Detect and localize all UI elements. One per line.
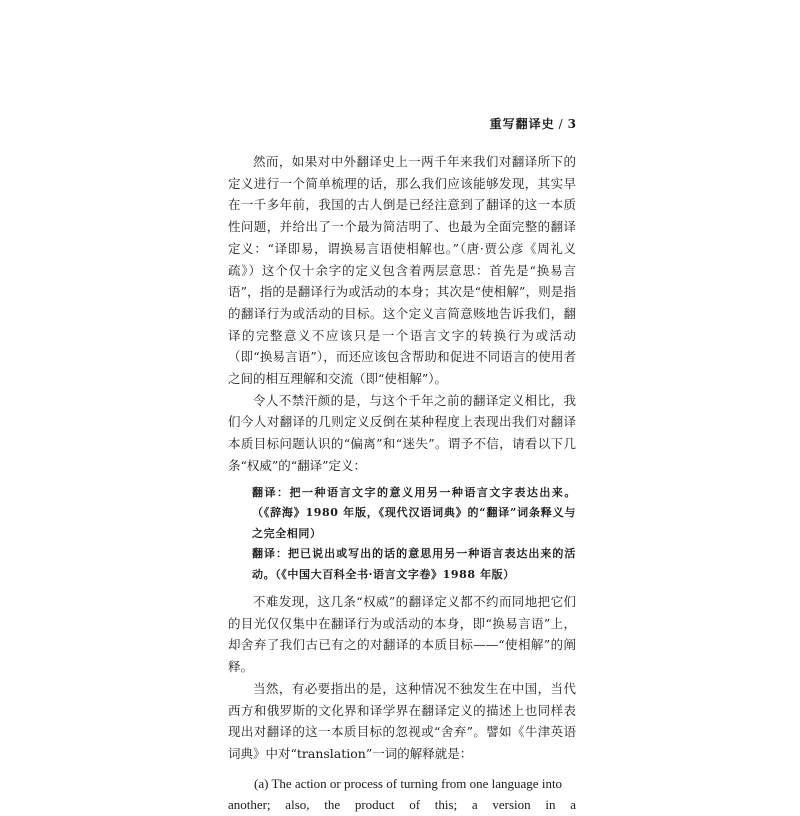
oxford-definition-quote [228,773,576,816]
paragraph-4: 当然，有必要指出的是，这种情况不独发生在中国，当代西方和俄罗斯的文化界和译学界在翻译定义的描述上也同样表现出对翻译的这一本质目标的忽视或“舍弃”。譬如《牛津英语词典》中对“translation”一词的解释就是： [228,680,576,761]
header-separator: / [558,117,564,131]
quote-cihai: 翻译：把一种语言文字的意义用另一种语言文字表达出来。（《辞海》1980 年版，《现代汉语词典》的“翻译”词条释义与之完全相同） [252,485,576,540]
paragraph-1: 然而，如果对中外翻译史上一两千年来我们对翻译所下的定义进行一个简单梳理的话，那么我们应该能够发现，其实早在一千多年前，我国的古人倒是已经注意到了翻译的这一本质性问题，并给出了一个最为简洁明了、也最为全面完整的翻译定义：“译即易，谓换易言语使相解也。”（唐·贾公彦《周礼义疏》）这个仅十余字的定义包含着两层意思：首先是“换易言语”，指的是翻译行为或活动的本身；其次是“使相解”，则是指的翻译行为或活动的目标。这个定义言简意赅地告诉我们，翻译的完整意义不应该只是一个语言文字的转换行为或活动（即“换易言语”），而还应该包含帮助和促进不同语言的使用者之间的相互理解和交流（即“使相解”）。 [228,154,576,387]
english-line-2: another; also, the product of this; a version in a [228,797,576,813]
paragraph-2: 令人不禁汗颜的是，与这个千年之前的翻译定义相比，我们今人对翻译的几则定义反倒在某种程度上表现出我们对翻译本质目标问题认识的“偏离”和“迷失”。谓予不信，请看以下几条“权威”的“翻译”定义： [228,392,576,473]
quote-encyclopedia: 翻译：把已说出或写出的话的意思用另一种语言表达出来的活动。（《中国大百科全书·语言文字卷》1988 年版） [252,547,576,581]
definition-quotes [228,483,576,586]
body-text [228,151,576,816]
running-header [490,115,577,132]
page-number: 3 [567,117,577,131]
paragraph-3: 不难发现，这几条“权威”的翻译定义都不约而同地把它们的目光仅仅集中在翻译行为或活动的本身，即“换易言语”上，却舍弃了我们古已有之的对翻译的本质目标——“使相解”的阐释。 [228,594,576,675]
english-line-1: (a) The action or process of turning from one language into [254,775,563,791]
header-title: 重写翻译史 [489,117,555,131]
